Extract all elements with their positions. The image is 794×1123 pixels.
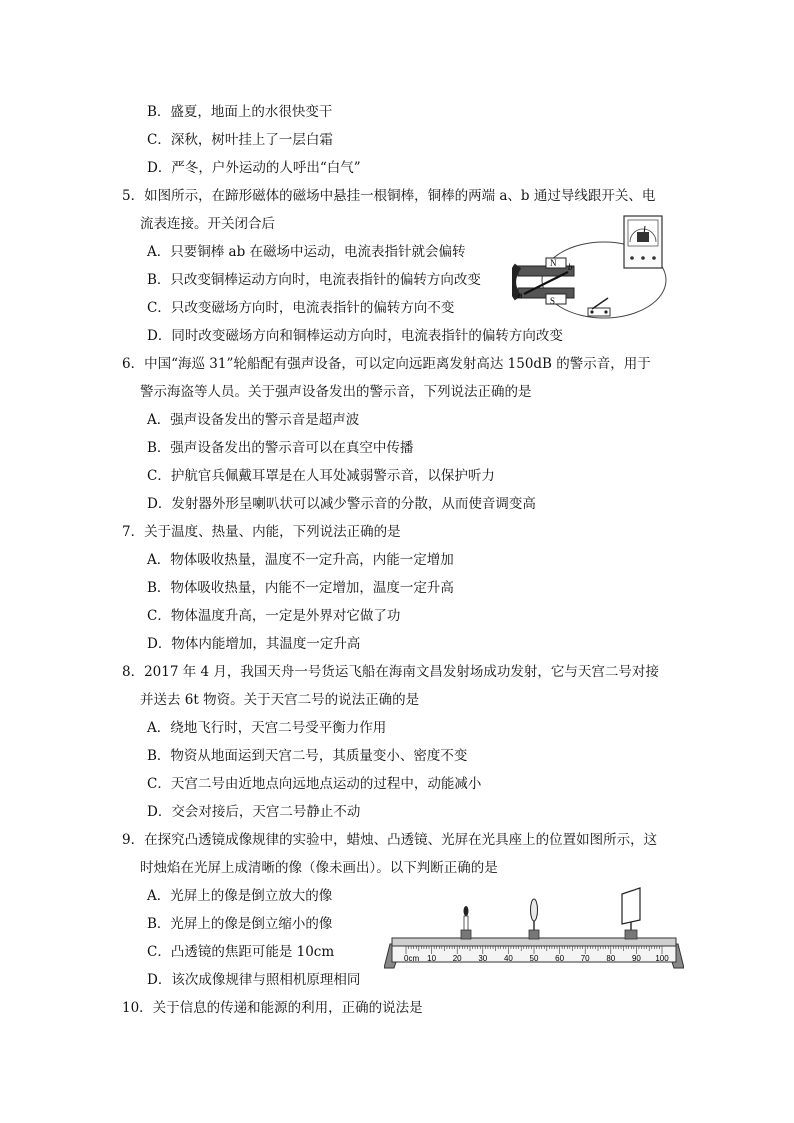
q9-optical-bench-figure — [384, 884, 684, 974]
scale-label: 50 — [529, 954, 539, 963]
q8-option-d: D．交会对接后，天宫二号静止不动 — [147, 804, 361, 820]
q6-option-d: D．发射器外形呈喇叭状可以减少警示音的分散，从而使音调变高 — [147, 496, 536, 512]
rod-end-a-label: a — [518, 290, 523, 300]
rod-end-b-label: b — [568, 262, 573, 272]
q6-stem-line1: 6．中国“海巡 31”轮船配有强声设备，可以定向远距离发射高达 150dB 的警示音，用于 — [122, 356, 651, 372]
scale-label: 80 — [606, 954, 616, 963]
q5-option-b: B．只改变铜棒运动方向时，电流表指针的偏转方向改变 — [147, 272, 481, 288]
q6-option-b: B．强声设备发出的警示音可以在真空中传播 — [147, 440, 414, 456]
scale-label: 10 — [427, 954, 437, 963]
q9-option-c: C．凸透镜的焦距可能是 10cm — [147, 944, 335, 960]
scale-label: 20 — [452, 954, 462, 963]
q8-option-a: A．绕地飞行时，天宫二号受平衡力作用 — [147, 720, 387, 736]
q4-option-c: C．深秋，树叶挂上了一层白霜 — [147, 132, 333, 148]
q4-option-d: D．严冬，户外运动的人呼出“白气” — [147, 160, 361, 176]
q7-option-a: A．物体吸收热量，温度不一定升高，内能一定增加 — [147, 552, 454, 568]
magnet-south-label: S — [550, 296, 556, 306]
q4-option-b: B．盛夏，地面上的水很快变干 — [147, 104, 333, 120]
candle — [461, 906, 471, 939]
q8-stem-line2: 并送去 6t 物资。关于天宫二号的说法正确的是 — [140, 692, 420, 708]
q5-electromagnetic-figure — [512, 212, 672, 330]
q7-stem: 7．关于温度、热量、内能，下列说法正确的是 — [122, 524, 401, 540]
light-screen — [622, 888, 640, 939]
q8-stem-line1: 8．2017 年 4 月，我国天舟一号货运飞船在海南文昌发射场成功发射，它与天宫二号对接 — [122, 664, 659, 680]
q10-stem: 10．关于信息的传递和能源的利用，正确的说法是 — [122, 1000, 423, 1016]
q6-option-a: A．强声设备发出的警示音是超声波 — [147, 412, 360, 428]
q7-option-c: C．物体温度升高，一定是外界对它做了功 — [147, 608, 401, 624]
q9-stem-line2: 时烛焰在光屏上成清晰的像（像未画出）。以下判断正确的是 — [140, 860, 498, 876]
q9-option-a: A．光屏上的像是倒立放大的像 — [147, 888, 333, 904]
q7-option-b: B．物体吸收热量，内能不一定增加，温度一定升高 — [147, 580, 454, 596]
q7-option-d: D．物体内能增加，其温度一定升高 — [147, 636, 361, 652]
scale-label: 70 — [580, 954, 590, 963]
q8-option-c: C．天宫二号由近地点向远地点运动的过程中，动能减小 — [147, 776, 482, 792]
q5-option-c: C．只改变磁场方向时，电流表指针的偏转方向不变 — [147, 300, 455, 316]
scale-label: 90 — [631, 954, 641, 963]
galvanometer — [624, 216, 662, 268]
q6-stem-line2: 警示海盗等人员。关于强声设备发出的警示音，下列说法正确的是 — [140, 384, 532, 400]
convex-lens — [529, 899, 539, 939]
scale-label: 100 — [655, 954, 669, 963]
q5-stem-line1: 5．如图所示，在蹄形磁体的磁场中悬挂一根铜棒，铜棒的两端 a、b 通过导线跟开关、电 — [122, 188, 656, 204]
q9-option-d: D．该次成像规律与照相机原理相同 — [147, 972, 361, 988]
scale-label: 0cm — [404, 954, 420, 963]
q8-option-b: B．物资从地面运到天宫二号，其质量变小、密度不变 — [147, 748, 468, 764]
magnet-north-label: N — [550, 258, 557, 268]
q5-option-a: A．只要铜棒 ab 在磁场中运动，电流表指针就会偏转 — [147, 244, 466, 260]
q5-option-d: D．同时改变磁场方向和铜棒运动方向时，电流表指针的偏转方向改变 — [147, 328, 563, 344]
q9-stem-line1: 9．在探究凸透镜成像规律的实验中，蜡烛、凸透镜、光屏在光具座上的位置如图所示，这 — [122, 832, 658, 848]
q6-option-c: C．护航官兵佩戴耳罩是在人耳处减弱警示音，以保护听力 — [147, 468, 495, 484]
scale-label: 30 — [478, 954, 488, 963]
q5-stem-line2: 流表连接。开关闭合后 — [140, 216, 275, 232]
q9-option-b: B．光屏上的像是倒立缩小的像 — [147, 916, 333, 932]
scale-label: 60 — [555, 954, 565, 963]
switch — [588, 298, 610, 316]
scale-label: 40 — [503, 954, 513, 963]
